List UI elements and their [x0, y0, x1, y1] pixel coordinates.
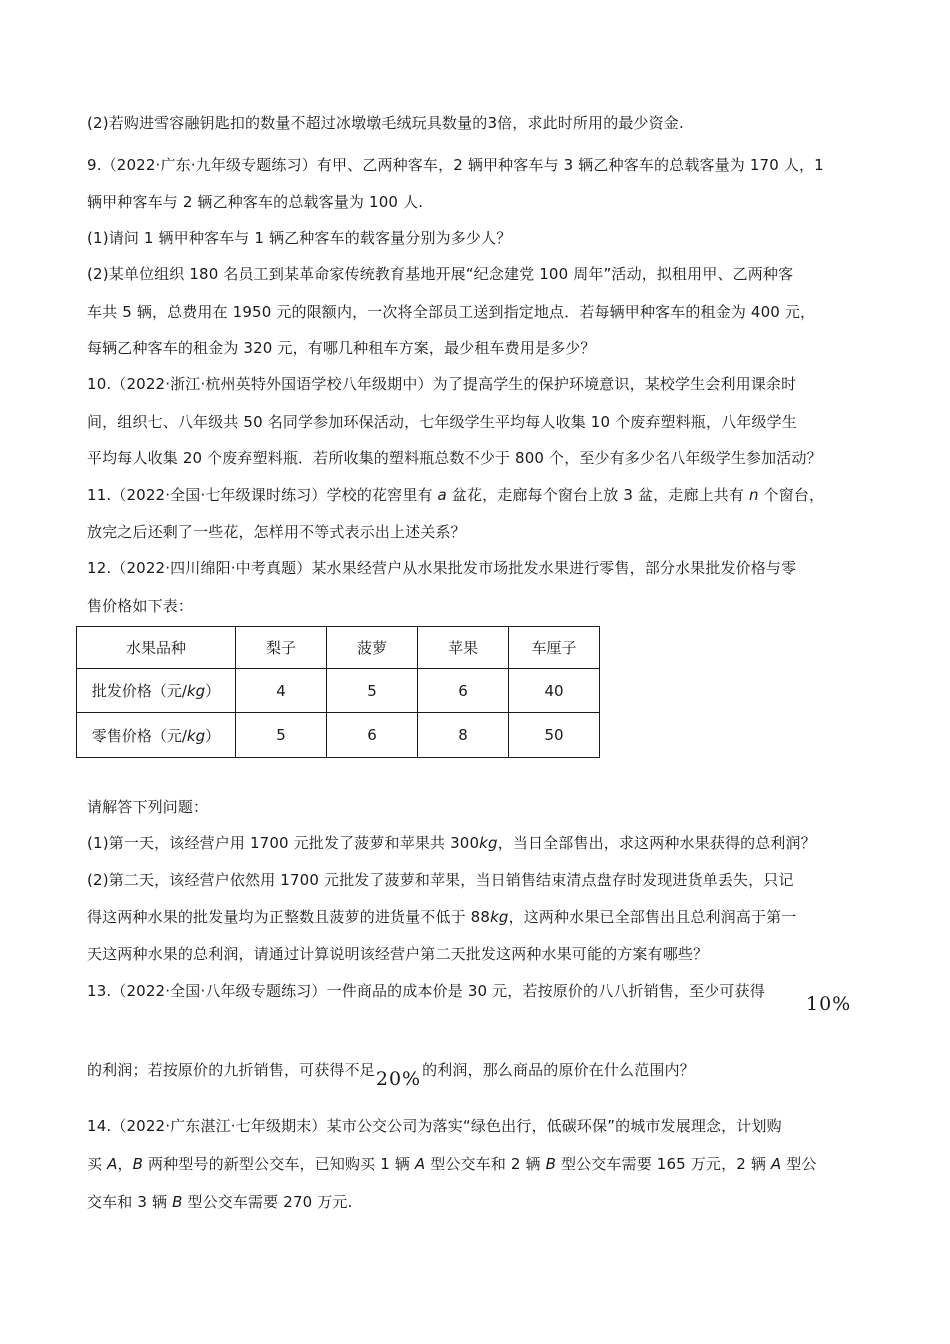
table-cell: 菠萝: [327, 627, 418, 669]
text-line: (2)某单位组织 180 名员工到某革命家传统教育基地开展“纪念建党 100 周年”活动，拟租用甲、乙两种客: [87, 265, 794, 283]
table-cell: 50: [509, 713, 600, 758]
question-14-line: 14.（2022·广东湛江·七年级期末）某市公交公司为落实“绿色出行，低碳环保”的城市发展理念，计划购: [87, 1117, 782, 1135]
text-span: ，这两种水果已全部售出且总利润高于第一: [508, 908, 797, 926]
text-line: [87, 1192, 352, 1212]
text-line: 辆甲种客车与 2 辆乙种客车的总载客量为 100 人.: [87, 193, 424, 211]
text-span: ，: [117, 1155, 133, 1173]
question-11-line: [87, 485, 824, 505]
text-span: 盆花，走廊每个窗台上放 3 盆，走廊上共有: [446, 486, 749, 504]
table-cell: 5: [236, 713, 327, 758]
text-line: (2)若购进雪容融钥匙扣的数量不超过冰墩墩毛绒玩具数量的3倍，求此时所用的最少资金.: [87, 114, 684, 132]
variable-A: A: [414, 1155, 426, 1173]
unit-kg: kg: [479, 834, 498, 852]
text-span: 个窗台，: [758, 486, 825, 504]
table-cell: 6: [327, 713, 418, 758]
table-cell: 4: [236, 669, 327, 713]
table-cell: 5: [327, 669, 418, 713]
variable-B: B: [172, 1193, 183, 1211]
text-line: 间，组织七、八年级共 50 名同学参加环保活动，七年级学生平均每人收集 10 个废弃塑料瓶，八年级学生: [87, 413, 797, 431]
table-cell: 40: [509, 669, 600, 713]
text-span: ）: [205, 726, 221, 745]
fruit-price-table: [76, 626, 600, 758]
text-span: 的利润，那么商品的原价在什么范围内？: [422, 1061, 695, 1079]
unit-kg: kg: [186, 682, 206, 700]
text-line: 每辆乙种客车的租金为 320 元，有哪几种租车方案，最少租车费用是多少？: [87, 339, 596, 357]
variable-A: A: [770, 1155, 782, 1173]
text-span: 交车和 3 辆: [87, 1193, 173, 1211]
text-span: 得这两种水果的批发量均为正整数且菠萝的进货量不低于 88: [87, 908, 491, 926]
variable-n: n: [748, 486, 759, 504]
unit-kg: kg: [186, 726, 206, 745]
text-span: 的利润；若按原价的九折销售，可获得不足: [87, 1061, 375, 1079]
text-line: (1)请问 1 辆甲种客车与 1 辆乙种客车的载客量分别为多少人？: [87, 229, 512, 247]
text-line: 请解答下列问题：: [87, 798, 209, 816]
table-cell: 苹果: [418, 627, 509, 669]
table-cell: 水果品种: [77, 627, 236, 669]
question-9-line: 9.（2022·广东·九年级专题练习）有甲、乙两种客车，2 辆甲种客车与 3 辆乙种客车的总载客量为 170 人，1: [87, 156, 824, 174]
text-span: 11.（2022·全国·七年级课时练习）学校的花窖里有: [87, 486, 438, 504]
variable-A: A: [107, 1155, 118, 1173]
text-span: 两种型号的新型公交车，已知购买 1 辆: [143, 1155, 415, 1173]
question-12-line: 12.（2022·四川绵阳·中考真题）某水果经营户从水果批发市场批发水果进行零售，部分水果批发价格与零: [87, 559, 797, 577]
variable-B: B: [545, 1155, 557, 1173]
variable-B: B: [132, 1155, 144, 1173]
text-line: (2)第二天，该经营户依然用 1700 元批发了菠萝和苹果，当日销售结束清点盘存时发现进货单丢失，只记: [87, 871, 794, 889]
text-line: [87, 907, 796, 927]
text-line: 天这两种水果的总利润，请通过计算说明该经营户第二天批发这两种水果可能的方案有哪些？: [87, 945, 709, 963]
text-span: 型公交车需要 165 万元，2 辆: [556, 1155, 771, 1173]
text-span: 买: [87, 1155, 108, 1173]
percent-20: 20%: [375, 1068, 422, 1090]
text-line: [87, 1154, 817, 1174]
text-span: ，当日全部售出，求这两种水果获得的总利润？: [497, 834, 816, 852]
text-line: [87, 833, 816, 853]
table-cell: 6: [418, 669, 509, 713]
text-span: 型公交车需要 270 万元.: [182, 1193, 353, 1211]
text-span: ）: [205, 682, 221, 700]
unit-kg: kg: [490, 908, 509, 926]
table-cell: 车厘子: [509, 627, 600, 669]
variable-a: a: [437, 486, 447, 504]
percent-10: 10%: [806, 993, 852, 1015]
table-row: [77, 669, 600, 713]
text-span: (1)第一天，该经营户用 1700 元批发了菠萝和苹果共 300: [87, 834, 480, 852]
text-span: 批发价格（元/: [91, 682, 187, 700]
text-line: [87, 1059, 695, 1090]
text-span: 型公: [781, 1155, 817, 1173]
table-cell: [77, 713, 236, 758]
table-cell: [77, 669, 236, 713]
table-row: [77, 627, 600, 669]
table-cell: 8: [418, 713, 509, 758]
text-span: 型公交车和 2 辆: [425, 1155, 546, 1173]
question-10-line: 10.（2022·浙江·杭州英特外国语学校八年级期中）为了提高学生的保护环境意识，某校学生会利用课余时: [87, 375, 797, 393]
question-13-line: 13.（2022·全国·八年级专题练习）一件商品的成本价是 30 元，若按原价的八八折销售，至少可获得: [87, 982, 765, 1000]
table-row: [77, 713, 600, 758]
text-line: 放完之后还剩了一些花，怎样用不等式表示出上述关系？: [87, 523, 466, 541]
text-span: 零售价格（元/: [91, 726, 187, 745]
text-line: 售价格如下表：: [87, 597, 194, 615]
text-line: 车共 5 辆，总费用在 1950 元的限额内，一次将全部员工送到指定地点．若每辆甲种客车的租金为 400 元，: [87, 303, 816, 321]
table-cell: 梨子: [236, 627, 327, 669]
text-line: 平均每人收集 20 个废弃塑料瓶．若所收集的塑料瓶总数不少于 800 个，至少有多少名八年级学生参加活动？: [87, 449, 822, 467]
